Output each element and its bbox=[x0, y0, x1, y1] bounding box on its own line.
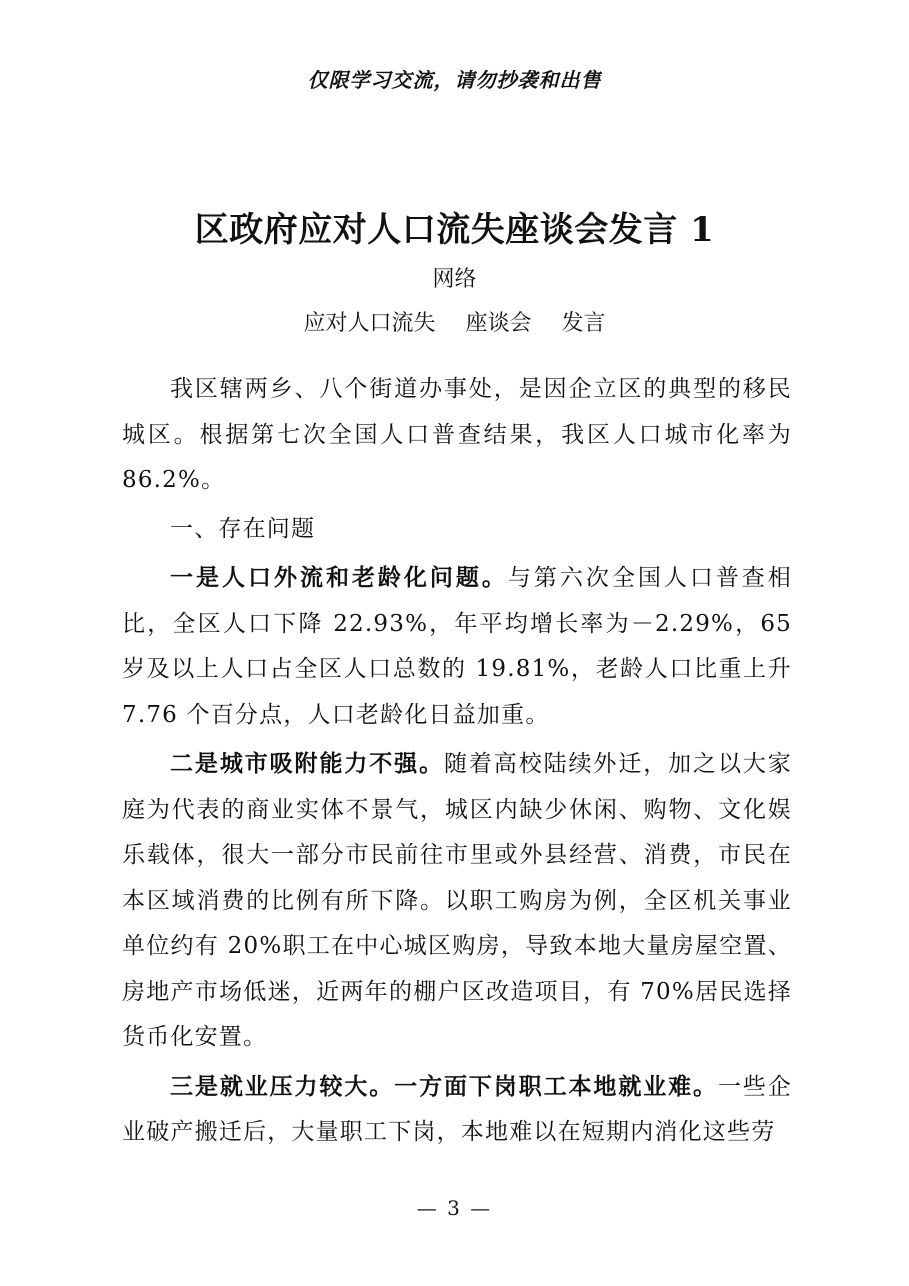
paragraph-lead: 一是人口外流和老龄化问题。 bbox=[170, 564, 508, 591]
document-title: 区政府应对人口流失座谈会发言 1 bbox=[194, 210, 715, 250]
keyword: 座谈会 bbox=[465, 311, 532, 336]
paragraph-text: 随着高校陆续外迁，加之以大家庭为代表的商业实体不景气，城区内缺少休闲、购物、文化娱乐载体，很大一部分市民前往市里或外县经营、消费，市民在本区域消费的比例有所下降。以职工购房为例，全区机关事业单位约有 20%职工在中心城区购房，导致本地大量房屋空置、房地产市场低迷，近两年的棚户区改造项目，有 70%居民选择货币化安置。 bbox=[122, 751, 792, 1050]
paragraph-city-attraction bbox=[122, 741, 792, 1061]
document-source: 网络 bbox=[432, 267, 477, 292]
document-body bbox=[122, 367, 792, 1159]
page-number: — 3 — bbox=[416, 1196, 493, 1220]
header-notice: 仅限学习交流，请勿抄袭和出售 bbox=[307, 68, 602, 92]
paragraph-lead: 二是城市吸附能力不强。 bbox=[170, 750, 444, 777]
paragraph-employment-pressure bbox=[122, 1064, 792, 1156]
section-heading: 一、存在问题 bbox=[170, 515, 316, 542]
document-keywords bbox=[0, 306, 909, 337]
paragraph-lead: 三是就业压力较大。一方面下岗职工本地就业难。 bbox=[170, 1072, 718, 1100]
keyword: 发言 bbox=[561, 311, 606, 336]
keyword: 应对人口流失 bbox=[303, 311, 436, 336]
intro-paragraph: 我区辖两乡、八个街道办事处，是因企立区的典型的移民城区。根据第七次全国人口普查结果，我区人口城市化率为 86.2%。 bbox=[122, 376, 792, 493]
paragraph-population-outflow bbox=[122, 555, 792, 738]
paragraph-text: 一些企业破产搬迁后，大量职工下岗，本地难以在短期内消化这些劳 bbox=[122, 1073, 792, 1145]
paragraph-text: 与第六次全国人口普查相比，全区人口下降 22.93%，年平均增长率为－2.29%，65 岁及以上人口占全区人口总数的 19.81%，老龄人口比重上升 7.76 个百分点，人口老龄化日益加重。 bbox=[122, 565, 792, 728]
